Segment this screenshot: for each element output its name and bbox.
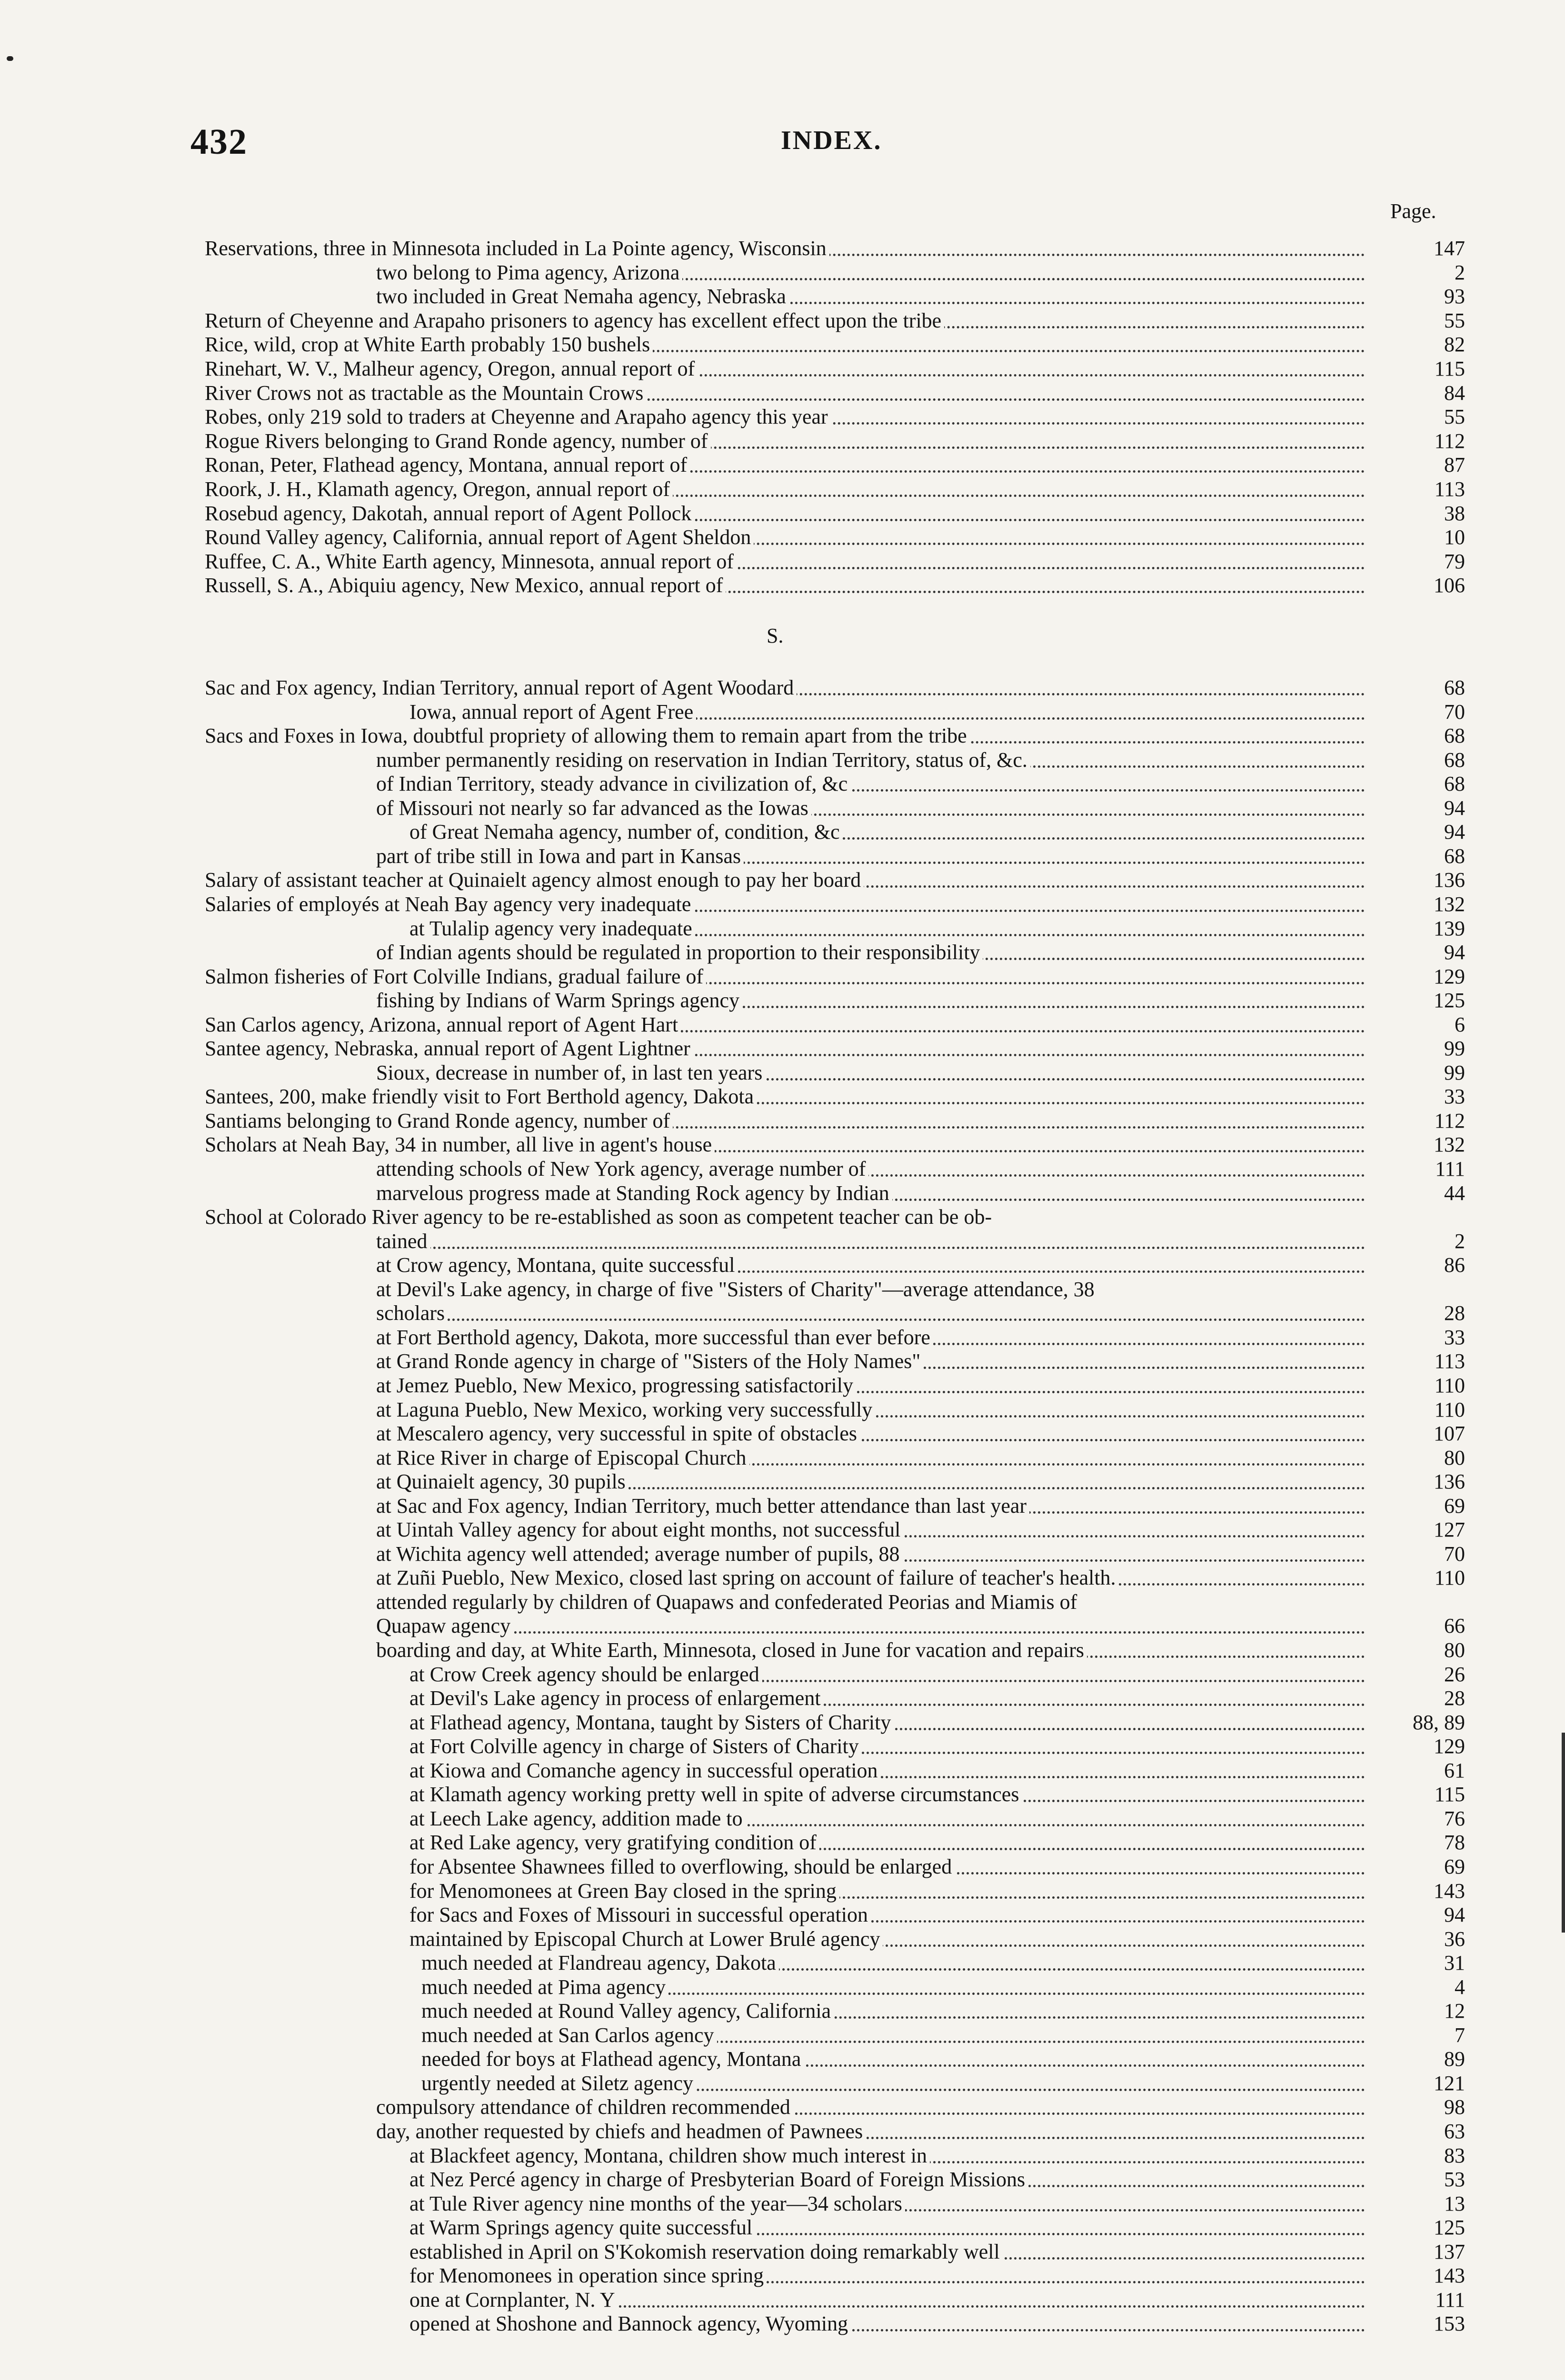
entry-page-ref: 80 — [1444, 1446, 1465, 1469]
entry-text: of Indian Territory, steady advance in civilization of, &c — [376, 772, 850, 796]
entry-text: Rice, wild, crop at White Earth probably 150 bushels — [205, 333, 653, 357]
entry-text: attending schools of New York agency, average number of — [376, 1157, 868, 1181]
entry-text: at Flathead agency, Montana, taught by Sisters of Charity — [409, 1711, 894, 1735]
entry-page-ref: 136 — [1434, 868, 1465, 892]
entry-page-ref: 68 — [1444, 772, 1465, 796]
entry-page-ref: 33 — [1444, 1325, 1465, 1349]
index-entry — [0, 1253, 1565, 1277]
entry-page-ref: 12 — [1444, 1999, 1465, 2023]
entry-text: two belong to Pima agency, Arizona — [376, 261, 682, 285]
entry-page-ref: 69 — [1444, 1494, 1465, 1517]
stray-ink-mark — [7, 56, 13, 61]
entry-page-ref: 93 — [1444, 285, 1465, 308]
entry-page-ref: 38 — [1444, 501, 1465, 525]
entry-text: Salary of assistant teacher at Quinaielt agency almost enough to pay her board — [205, 868, 864, 892]
entry-text: maintained by Episcopal Church at Lower Brulé agency — [409, 1927, 883, 1951]
entry-text: Iowa, annual report of Agent Free — [409, 700, 696, 724]
entry-page-ref: 112 — [1434, 1109, 1465, 1132]
entry-page-ref: 99 — [1444, 1037, 1465, 1061]
entry-text: tained — [376, 1230, 430, 1253]
entry-text: boarding and day, at White Earth, Minnesota, closed in June for vacation and repairs — [376, 1638, 1087, 1662]
entry-page-ref: 99 — [1444, 1061, 1465, 1084]
entry-page-ref: 94 — [1444, 796, 1465, 820]
entry-page-ref: 87 — [1444, 453, 1465, 477]
entry-text: at Sac and Fox agency, Indian Territory, much better attendance than last year — [376, 1494, 1029, 1518]
entry-text: at Zuñi Pueblo, New Mexico, closed last spring on account of failure of teacher's health. — [376, 1566, 1119, 1590]
entry-page-ref: 70 — [1444, 700, 1465, 724]
entry-page-ref: 94 — [1444, 1903, 1465, 1927]
index-entry — [0, 1181, 1565, 1205]
entry-text: at Leech Lake agency, addition made to — [409, 1807, 746, 1831]
entry-text: San Carlos agency, Arizona, annual report of Agent Hart — [205, 1013, 681, 1037]
entry-text: Santee agency, Nebraska, annual report of Agent Lightner — [205, 1037, 693, 1061]
entry-text: two included in Great Nemaha agency, Nebraska — [376, 285, 789, 308]
entry-page-ref: 113 — [1434, 1349, 1465, 1373]
entry-text: at Crow agency, Montana, quite successful — [376, 1253, 738, 1277]
page-header — [0, 121, 1565, 162]
entry-page-ref: 31 — [1444, 1951, 1465, 1975]
entry-page-ref: 98 — [1444, 2095, 1465, 2119]
entry-page-ref: 80 — [1444, 1638, 1465, 1662]
entry-page-ref: 68 — [1444, 676, 1465, 699]
entry-text: Rosebud agency, Dakotah, annual report of Agent Pollock — [205, 502, 694, 526]
entry-page-ref: 79 — [1444, 549, 1465, 573]
entry-text: Salaries of employés at Neah Bay agency very inadequate — [205, 892, 694, 916]
entry-text: at Warm Springs agency quite successful — [409, 2216, 755, 2240]
entry-text: part of tribe still in Iowa and part in Kansas — [376, 844, 744, 868]
entry-text: fishing by Indians of Warm Springs agency — [376, 989, 742, 1012]
entry-page-ref: 4 — [1455, 1975, 1465, 1999]
entry-text: Reservations, three in Minnesota included in La Pointe agency, Wisconsin — [205, 237, 829, 260]
entry-page-ref: 68 — [1444, 844, 1465, 868]
index-entry — [0, 1566, 1565, 1590]
entry-page-ref: 70 — [1444, 1542, 1465, 1566]
entry-text: at Crow Creek agency should be enlarged — [409, 1663, 762, 1686]
entry-page-ref: 26 — [1444, 1662, 1465, 1686]
entry-page-ref: 94 — [1444, 820, 1465, 844]
entry-text: for Menomonees in operation since spring — [409, 2264, 767, 2288]
entry-text: Rogue Rivers belonging to Grand Ronde agency, number of — [205, 429, 711, 453]
entry-text: for Absentee Shawnees filled to overflowing, should be enlarged — [409, 1855, 955, 1879]
entry-text: at Uintah Valley agency for about eight months, not successful — [376, 1518, 903, 1542]
entry-page-ref: 111 — [1435, 2288, 1465, 2311]
entry-text: School at Colorado River agency to be re-established as soon as competent teacher can be ob- — [205, 1205, 995, 1229]
entry-page-ref: 129 — [1434, 964, 1465, 988]
entry-page-ref: 136 — [1434, 1470, 1465, 1494]
entry-text: much needed at San Carlos agency — [421, 2023, 717, 2047]
entry-text: for Menomonees at Green Bay closed in the spring — [409, 1879, 839, 1903]
entry-page-ref: 125 — [1434, 989, 1465, 1012]
entry-page-ref: 125 — [1434, 2216, 1465, 2240]
entry-page-ref: 36 — [1444, 1927, 1465, 1951]
entry-page-ref: 55 — [1444, 308, 1465, 332]
entry-page-ref: 78 — [1444, 1831, 1465, 1854]
entry-text: much needed at Round Valley agency, California — [421, 1999, 834, 2023]
entry-text: much needed at Pima agency — [421, 1975, 668, 1999]
entry-text: at Wichita agency well attended; average number of pupils, 88 — [376, 1542, 902, 1566]
entry-text: at Fort Berthold agency, Dakota, more successful than ever before — [376, 1326, 933, 1349]
entry-page-ref: 137 — [1434, 2240, 1465, 2263]
entry-text: at Quinaielt agency, 30 pupils — [376, 1470, 628, 1494]
entry-text: at Nez Percé agency in charge of Presbyterian Board of Foreign Missions — [409, 2168, 1028, 2192]
entry-text: Santees, 200, make friendly visit to Fort Berthold agency, Dakota — [205, 1085, 757, 1109]
entry-page-ref: 129 — [1434, 1735, 1465, 1758]
entry-page-ref: 33 — [1444, 1085, 1465, 1109]
entry-text: compulsory attendance of children recommended — [376, 2095, 793, 2119]
entry-text: scholars — [376, 1301, 448, 1325]
entry-text: attended regularly by children of Quapaws and confederated Peorias and Miamis of — [376, 1590, 1080, 1614]
entry-text: at Klamath agency working pretty well in spite of adverse circumstances — [409, 1783, 1022, 1806]
entry-page-ref: 7 — [1455, 2023, 1465, 2047]
entry-page-ref: 113 — [1434, 477, 1465, 501]
entry-text: needed for boys at Flathead agency, Montana — [421, 2047, 804, 2071]
entry-text: of Indian agents should be regulated in proportion to their responsibility — [376, 941, 983, 964]
entry-page-ref: 28 — [1444, 1686, 1465, 1710]
entry-text: Robes, only 219 sold to traders at Cheyenne and Arapaho agency this year — [205, 405, 831, 429]
entry-page-ref: 10 — [1444, 526, 1465, 549]
entry-text: Round Valley agency, California, annual report of Agent Sheldon — [205, 526, 754, 549]
entry-page-ref: 84 — [1444, 381, 1465, 405]
entry-text: number permanently residing on reservation in Indian Territory, status of, &c. — [376, 748, 1030, 772]
entry-page-ref: 115 — [1434, 357, 1465, 380]
index-entry — [0, 2312, 1565, 2336]
entry-text: at Tule River agency nine months of the year—34 scholars — [409, 2192, 905, 2216]
entry-text: at Devil's Lake agency in process of enlargement — [409, 1686, 824, 1710]
entry-page-ref: 63 — [1444, 2120, 1465, 2143]
entry-page-ref: 68 — [1444, 748, 1465, 772]
entry-page-ref: 121 — [1434, 2071, 1465, 2095]
entry-page-ref: 13 — [1444, 2192, 1465, 2215]
entry-page-ref: 53 — [1444, 2168, 1465, 2192]
entry-text: one at Cornplanter, N. Y — [409, 2288, 618, 2312]
entry-page-ref: 94 — [1444, 941, 1465, 964]
index-entry — [0, 574, 1565, 597]
entry-page-ref: 66 — [1444, 1614, 1465, 1638]
entry-page-ref: 55 — [1444, 405, 1465, 429]
entry-page-ref: 86 — [1444, 1253, 1465, 1277]
entry-text: at Red Lake agency, very gratifying condition of — [409, 1831, 819, 1854]
entry-text: Scholars at Neah Bay, 34 in number, all live in agent's house — [205, 1133, 715, 1157]
entry-page-ref: 115 — [1434, 1783, 1465, 1806]
entry-page-ref: 88, 89 — [1413, 1710, 1465, 1734]
page-column-header: Page. — [1390, 199, 1436, 223]
entry-text: marvelous progress made at Standing Rock agency by Indian — [376, 1181, 892, 1205]
entry-text: much needed at Flandreau agency, Dakota — [421, 1951, 779, 1975]
page-edge-shadow — [1562, 1733, 1565, 1933]
entry-page-ref: 143 — [1434, 2264, 1465, 2288]
entry-text: at Tulalip agency very inadequate — [409, 917, 695, 941]
page-number: 432 — [190, 122, 248, 162]
entry-text: at Fort Colville agency in charge of Sisters of Charity — [409, 1735, 862, 1758]
entry-page-ref: 112 — [1434, 429, 1465, 453]
entry-text: Sacs and Foxes in Iowa, doubtful propriety of allowing them to remain apart from the tribe — [205, 724, 970, 748]
entry-text: Russell, S. A., Abiquiu agency, New Mexico, annual report of — [205, 574, 726, 597]
entry-page-ref: 106 — [1434, 574, 1465, 597]
dot-leader — [376, 1295, 1365, 1321]
entry-page-ref: 139 — [1434, 916, 1465, 940]
entry-text: Ronan, Peter, Flathead agency, Montana, annual report of — [205, 453, 690, 477]
entry-page-ref: 2 — [1455, 1229, 1465, 1253]
entry-text: at Blackfeet agency, Montana, children show much interest in — [409, 2144, 930, 2168]
entry-text: urgently needed at Siletz agency — [421, 2072, 696, 2095]
entry-page-ref: 68 — [1444, 724, 1465, 748]
entry-text: Roork, J. H., Klamath agency, Oregon, annual report of — [205, 477, 673, 501]
entry-text: River Crows not as tractable as the Mountain Crows — [205, 381, 646, 405]
entry-text: at Rice River in charge of Episcopal Church — [376, 1446, 749, 1470]
entry-text: Return of Cheyenne and Arapaho prisoners to agency has excellent effect upon the tribe — [205, 309, 944, 333]
entry-page-ref: 6 — [1455, 1012, 1465, 1036]
entry-text: of Missouri not nearly so far advanced as the Iowas — [376, 796, 811, 820]
entry-page-ref: 44 — [1444, 1181, 1465, 1205]
entry-page-ref: 153 — [1434, 2312, 1465, 2336]
dot-leader — [376, 1607, 1365, 1634]
entry-text: Sac and Fox agency, Indian Territory, annual report of Agent Woodard — [205, 676, 797, 700]
entry-page-ref: 2 — [1455, 260, 1465, 284]
entry-page-ref: 143 — [1434, 1879, 1465, 1903]
entry-text: at Jemez Pueblo, New Mexico, progressing satisfactorily — [376, 1374, 856, 1398]
entry-page-ref: 127 — [1434, 1518, 1465, 1542]
entry-text: Ruffee, C. A., White Earth agency, Minnesota, annual report of — [205, 550, 737, 574]
entry-text: at Mescalero agency, very successful in spite of obstacles — [376, 1422, 860, 1446]
entry-text: established in April on S'Kokomish reservation doing remarkably well — [409, 2240, 1003, 2264]
entry-page-ref: 110 — [1434, 1398, 1465, 1421]
entry-text: at Devil's Lake agency, in charge of five "Sisters of Charity"—average attendance, 38 — [376, 1278, 1097, 1301]
entry-text: Santiams belonging to Grand Ronde agency, number of — [205, 1109, 673, 1133]
entry-page-ref: 107 — [1434, 1422, 1465, 1446]
entry-page-ref: 28 — [1444, 1301, 1465, 1325]
entry-text: of Great Nemaha agency, number of, condition, &c — [409, 820, 843, 844]
entry-page-ref: 110 — [1434, 1566, 1465, 1590]
entry-page-ref: 132 — [1434, 892, 1465, 916]
section-letter: S. — [767, 624, 784, 647]
entry-page-ref: 69 — [1444, 1854, 1465, 1878]
entry-page-ref: 110 — [1434, 1373, 1465, 1397]
entry-page-ref: 76 — [1444, 1806, 1465, 1830]
entry-text: day, another requested by chiefs and headmen of Pawnees — [376, 2120, 866, 2143]
page-title: INDEX. — [781, 126, 882, 155]
entry-text: Quapaw agency — [376, 1614, 513, 1638]
entry-text: Salmon fisheries of Fort Colville Indians, gradual failure of — [205, 965, 706, 989]
entry-text: at Grand Ronde agency in charge of "Sisters of the Holy Names" — [376, 1349, 923, 1373]
dot-leader — [376, 1223, 1365, 1249]
entry-page-ref: 61 — [1444, 1758, 1465, 1782]
entry-page-ref: 82 — [1444, 333, 1465, 357]
entry-text: at Kiowa and Comanche agency in successful operation — [409, 1759, 881, 1783]
entry-text: Rinehart, W. V., Malheur agency, Oregon, annual report of — [205, 357, 698, 381]
entry-page-ref: 132 — [1434, 1133, 1465, 1157]
entry-page-ref: 83 — [1444, 2143, 1465, 2167]
entry-page-ref: 111 — [1435, 1157, 1465, 1180]
entry-text: for Sacs and Foxes of Missouri in successful operation — [409, 1903, 871, 1927]
entry-page-ref: 89 — [1444, 2047, 1465, 2071]
entry-text: at Laguna Pueblo, New Mexico, working very successfully — [376, 1398, 875, 1422]
entry-page-ref: 147 — [1434, 237, 1465, 260]
entry-text: Sioux, decrease in number of, in last ten years — [376, 1061, 765, 1085]
entry-text: opened at Shoshone and Bannock agency, Wyoming — [409, 2312, 851, 2336]
